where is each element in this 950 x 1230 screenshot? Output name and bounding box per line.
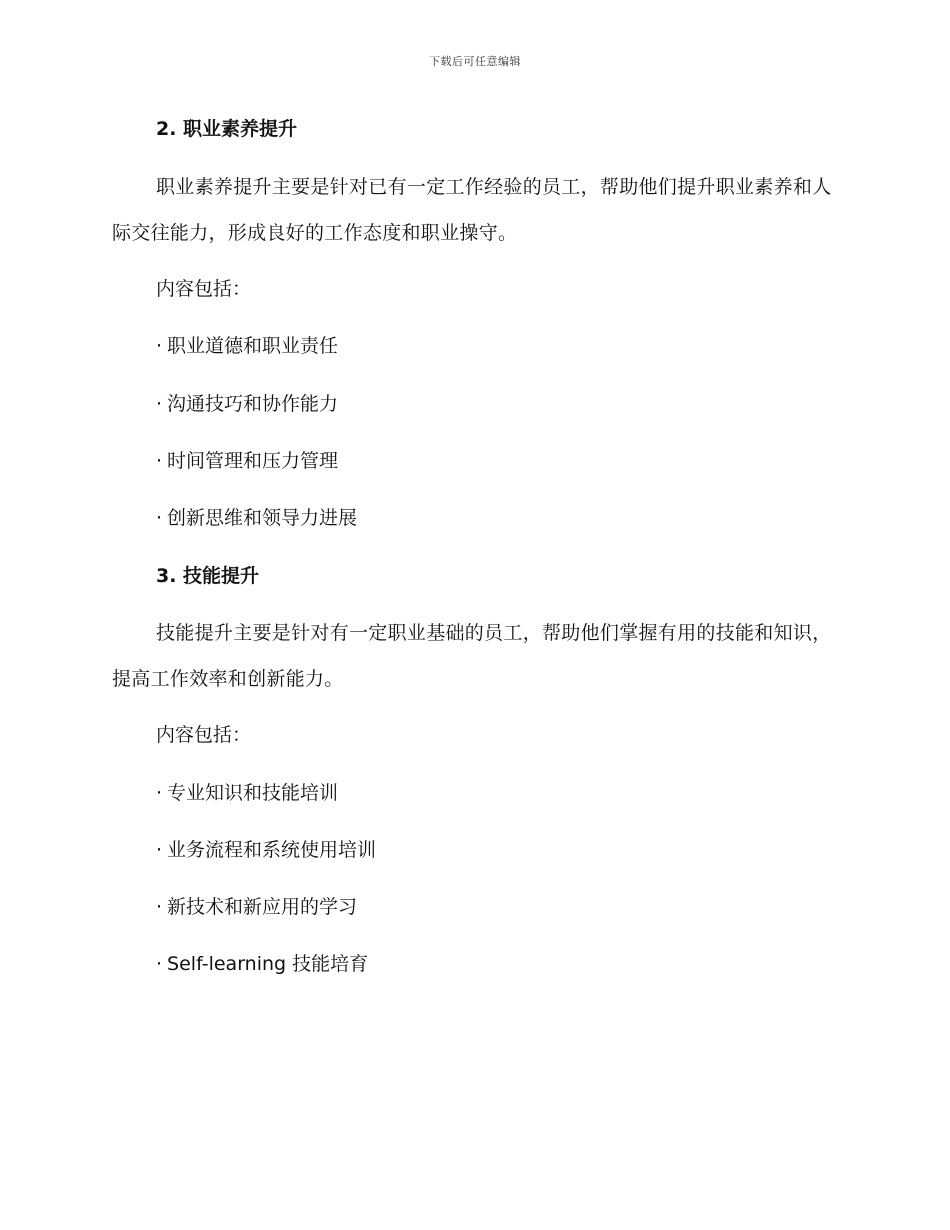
- list-item: [156, 780, 338, 806]
- list-item: [156, 505, 357, 531]
- section-heading-skill-improvement: 3. 技能提升: [156, 565, 260, 587]
- content-label: 内容包括：: [156, 278, 252, 300]
- list-item-text: 时间管理和压力管理: [167, 450, 339, 472]
- bullet-icon: ·: [156, 782, 163, 804]
- section-heading-professional-literacy: 2. 职业素养提升: [156, 118, 298, 140]
- bullet-icon: ·: [156, 450, 163, 472]
- list-item: [156, 448, 338, 474]
- section-paragraph-professional-literacy: 职业素养提升主要是针对已有一定工作经验的员工，帮助他们提升职业素养和人际交往能力，形成良好的工作态度和职业操守。: [112, 176, 832, 244]
- list-item: [156, 837, 376, 863]
- bullet-icon: ·: [156, 896, 163, 918]
- list-item-text: 业务流程和系统使用培训: [167, 839, 377, 861]
- bullet-icon: ·: [156, 393, 163, 415]
- list-item-text: 沟通技巧和协作能力: [167, 393, 339, 415]
- bullet-icon: ·: [156, 839, 163, 861]
- list-item-text: Self-learning 技能培育: [167, 953, 369, 975]
- bullet-icon: ·: [156, 953, 163, 975]
- bullet-icon: ·: [156, 507, 163, 529]
- list-item: [156, 333, 338, 359]
- list-item-text: 职业道德和职业责任: [167, 335, 339, 357]
- page-header: 下载后可任意编辑: [429, 55, 521, 68]
- section-paragraph-skill-improvement: 技能提升主要是针对有一定职业基础的员工，帮助他们掌握有用的技能和知识，提高工作效率和创新能力。: [112, 622, 832, 690]
- list-item: [156, 391, 338, 417]
- list-item-text: 创新思维和领导力进展: [167, 507, 358, 529]
- list-item: [156, 894, 357, 920]
- list-item-text: 新技术和新应用的学习: [167, 896, 358, 918]
- list-item: [156, 951, 368, 977]
- content-label: 内容包括：: [156, 724, 252, 746]
- bullet-icon: ·: [156, 335, 163, 357]
- list-item-text: 专业知识和技能培训: [167, 782, 339, 804]
